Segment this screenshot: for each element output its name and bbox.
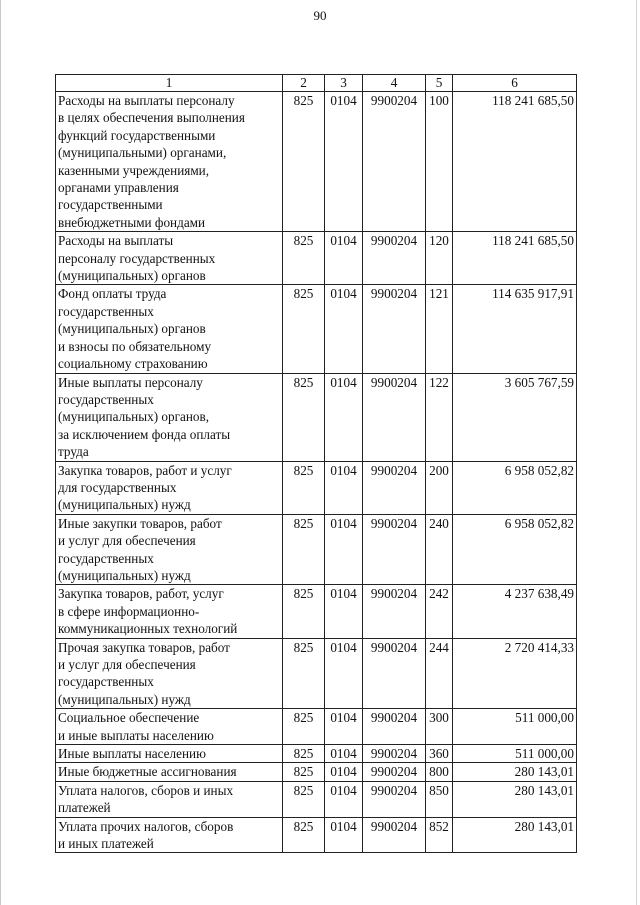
budget-table bbox=[55, 74, 577, 853]
column-header-name: 1 bbox=[56, 75, 283, 92]
row-target-cell: 9900204 bbox=[363, 373, 426, 461]
row-target-cell: 9900204 bbox=[363, 514, 426, 585]
row-amount-cell: 2 720 414,33 bbox=[453, 638, 577, 709]
row-section-cell: 0104 bbox=[325, 285, 363, 373]
row-name-cell: Прочая закупка товаров, работ и услуг для обеспечения государственных (муниципальных) нужд bbox=[56, 638, 283, 709]
row-target-cell: 9900204 bbox=[363, 763, 426, 781]
row-name-cell: Иные выплаты персоналу государственных (муниципальных) органов, за исключением фонда оплаты труда bbox=[56, 373, 283, 461]
column-header-amount: 6 bbox=[453, 75, 577, 92]
row-target-cell: 9900204 bbox=[363, 817, 426, 853]
column-header-section: 3 bbox=[325, 75, 363, 92]
row-name-cell: Иные выплаты населению bbox=[56, 745, 283, 763]
row-section-cell: 0104 bbox=[325, 763, 363, 781]
table-row bbox=[56, 585, 577, 638]
table-row bbox=[56, 781, 577, 817]
scan-edge-right bbox=[636, 0, 637, 905]
row-grbs-cell: 825 bbox=[283, 709, 325, 745]
row-section-cell: 0104 bbox=[325, 514, 363, 585]
row-amount-cell: 280 143,01 bbox=[453, 817, 577, 853]
row-kind-cell: 240 bbox=[426, 514, 453, 585]
row-target-cell: 9900204 bbox=[363, 92, 426, 232]
row-section-cell: 0104 bbox=[325, 817, 363, 853]
row-kind-cell: 200 bbox=[426, 461, 453, 514]
row-target-cell: 9900204 bbox=[363, 781, 426, 817]
row-amount-cell: 114 635 917,91 bbox=[453, 285, 577, 373]
row-target-cell: 9900204 bbox=[363, 232, 426, 285]
row-kind-cell: 800 bbox=[426, 763, 453, 781]
table-row bbox=[56, 817, 577, 853]
table-row bbox=[56, 638, 577, 709]
table-row bbox=[56, 763, 577, 781]
row-grbs-cell: 825 bbox=[283, 92, 325, 232]
row-section-cell: 0104 bbox=[325, 232, 363, 285]
table-row bbox=[56, 92, 577, 232]
row-grbs-cell: 825 bbox=[283, 585, 325, 638]
row-grbs-cell: 825 bbox=[283, 745, 325, 763]
table-row bbox=[56, 745, 577, 763]
row-name-cell: Иные бюджетные ассигнования bbox=[56, 763, 283, 781]
row-name-cell: Уплата прочих налогов, сборов и иных платежей bbox=[56, 817, 283, 853]
row-amount-cell: 280 143,01 bbox=[453, 781, 577, 817]
row-amount-cell: 3 605 767,59 bbox=[453, 373, 577, 461]
row-kind-cell: 242 bbox=[426, 585, 453, 638]
row-name-cell: Социальное обеспечение и иные выплаты населению bbox=[56, 709, 283, 745]
row-kind-cell: 360 bbox=[426, 745, 453, 763]
row-grbs-cell: 825 bbox=[283, 817, 325, 853]
row-section-cell: 0104 bbox=[325, 92, 363, 232]
table-row bbox=[56, 232, 577, 285]
row-section-cell: 0104 bbox=[325, 745, 363, 763]
row-grbs-cell: 825 bbox=[283, 763, 325, 781]
row-name-cell: Фонд оплаты труда государственных (муниципальных) органов и взносы по обязательному социальному страхованию bbox=[56, 285, 283, 373]
row-name-cell: Закупка товаров, работ и услуг для государственных (муниципальных) нужд bbox=[56, 461, 283, 514]
row-section-cell: 0104 bbox=[325, 709, 363, 745]
row-target-cell: 9900204 bbox=[363, 461, 426, 514]
row-grbs-cell: 825 bbox=[283, 781, 325, 817]
scan-edge-left bbox=[0, 0, 1, 905]
table-header-row bbox=[56, 75, 577, 92]
row-amount-cell: 4 237 638,49 bbox=[453, 585, 577, 638]
row-name-cell: Расходы на выплаты персоналу в целях обеспечения выполнения функций государственными (муниципальными) органами, казенными учреждениями, органами управления государственными внебюджетными фондами bbox=[56, 92, 283, 232]
row-section-cell: 0104 bbox=[325, 781, 363, 817]
row-kind-cell: 300 bbox=[426, 709, 453, 745]
row-target-cell: 9900204 bbox=[363, 745, 426, 763]
row-grbs-cell: 825 bbox=[283, 461, 325, 514]
row-amount-cell: 511 000,00 bbox=[453, 709, 577, 745]
page-number: 90 bbox=[313, 8, 327, 23]
table-row bbox=[56, 514, 577, 585]
row-amount-cell: 280 143,01 bbox=[453, 763, 577, 781]
row-amount-cell: 118 241 685,50 bbox=[453, 232, 577, 285]
row-name-cell: Расходы на выплаты персоналу государственных (муниципальных) органов bbox=[56, 232, 283, 285]
row-amount-cell: 118 241 685,50 bbox=[453, 92, 577, 232]
row-amount-cell: 6 958 052,82 bbox=[453, 514, 577, 585]
row-target-cell: 9900204 bbox=[363, 285, 426, 373]
row-kind-cell: 122 bbox=[426, 373, 453, 461]
row-kind-cell: 244 bbox=[426, 638, 453, 709]
row-name-cell: Иные закупки товаров, работ и услуг для обеспечения государственных (муниципальных) нужд bbox=[56, 514, 283, 585]
column-header-kind: 5 bbox=[426, 75, 453, 92]
row-section-cell: 0104 bbox=[325, 461, 363, 514]
table-row bbox=[56, 461, 577, 514]
row-kind-cell: 850 bbox=[426, 781, 453, 817]
row-section-cell: 0104 bbox=[325, 585, 363, 638]
row-section-cell: 0104 bbox=[325, 638, 363, 709]
row-grbs-cell: 825 bbox=[283, 514, 325, 585]
row-name-cell: Закупка товаров, работ, услуг в сфере информационно- коммуникационных технологий bbox=[56, 585, 283, 638]
row-grbs-cell: 825 bbox=[283, 373, 325, 461]
table-row bbox=[56, 709, 577, 745]
column-header-grbs: 2 bbox=[283, 75, 325, 92]
row-name-cell: Уплата налогов, сборов и иных платежей bbox=[56, 781, 283, 817]
row-target-cell: 9900204 bbox=[363, 638, 426, 709]
row-kind-cell: 121 bbox=[426, 285, 453, 373]
row-amount-cell: 6 958 052,82 bbox=[453, 461, 577, 514]
column-header-target: 4 bbox=[363, 75, 426, 92]
row-grbs-cell: 825 bbox=[283, 638, 325, 709]
table-row bbox=[56, 285, 577, 373]
table-body bbox=[56, 92, 577, 853]
table-row bbox=[56, 373, 577, 461]
row-target-cell: 9900204 bbox=[363, 585, 426, 638]
row-kind-cell: 100 bbox=[426, 92, 453, 232]
row-grbs-cell: 825 bbox=[283, 232, 325, 285]
row-target-cell: 9900204 bbox=[363, 709, 426, 745]
row-amount-cell: 511 000,00 bbox=[453, 745, 577, 763]
row-kind-cell: 852 bbox=[426, 817, 453, 853]
row-grbs-cell: 825 bbox=[283, 285, 325, 373]
row-section-cell: 0104 bbox=[325, 373, 363, 461]
row-kind-cell: 120 bbox=[426, 232, 453, 285]
